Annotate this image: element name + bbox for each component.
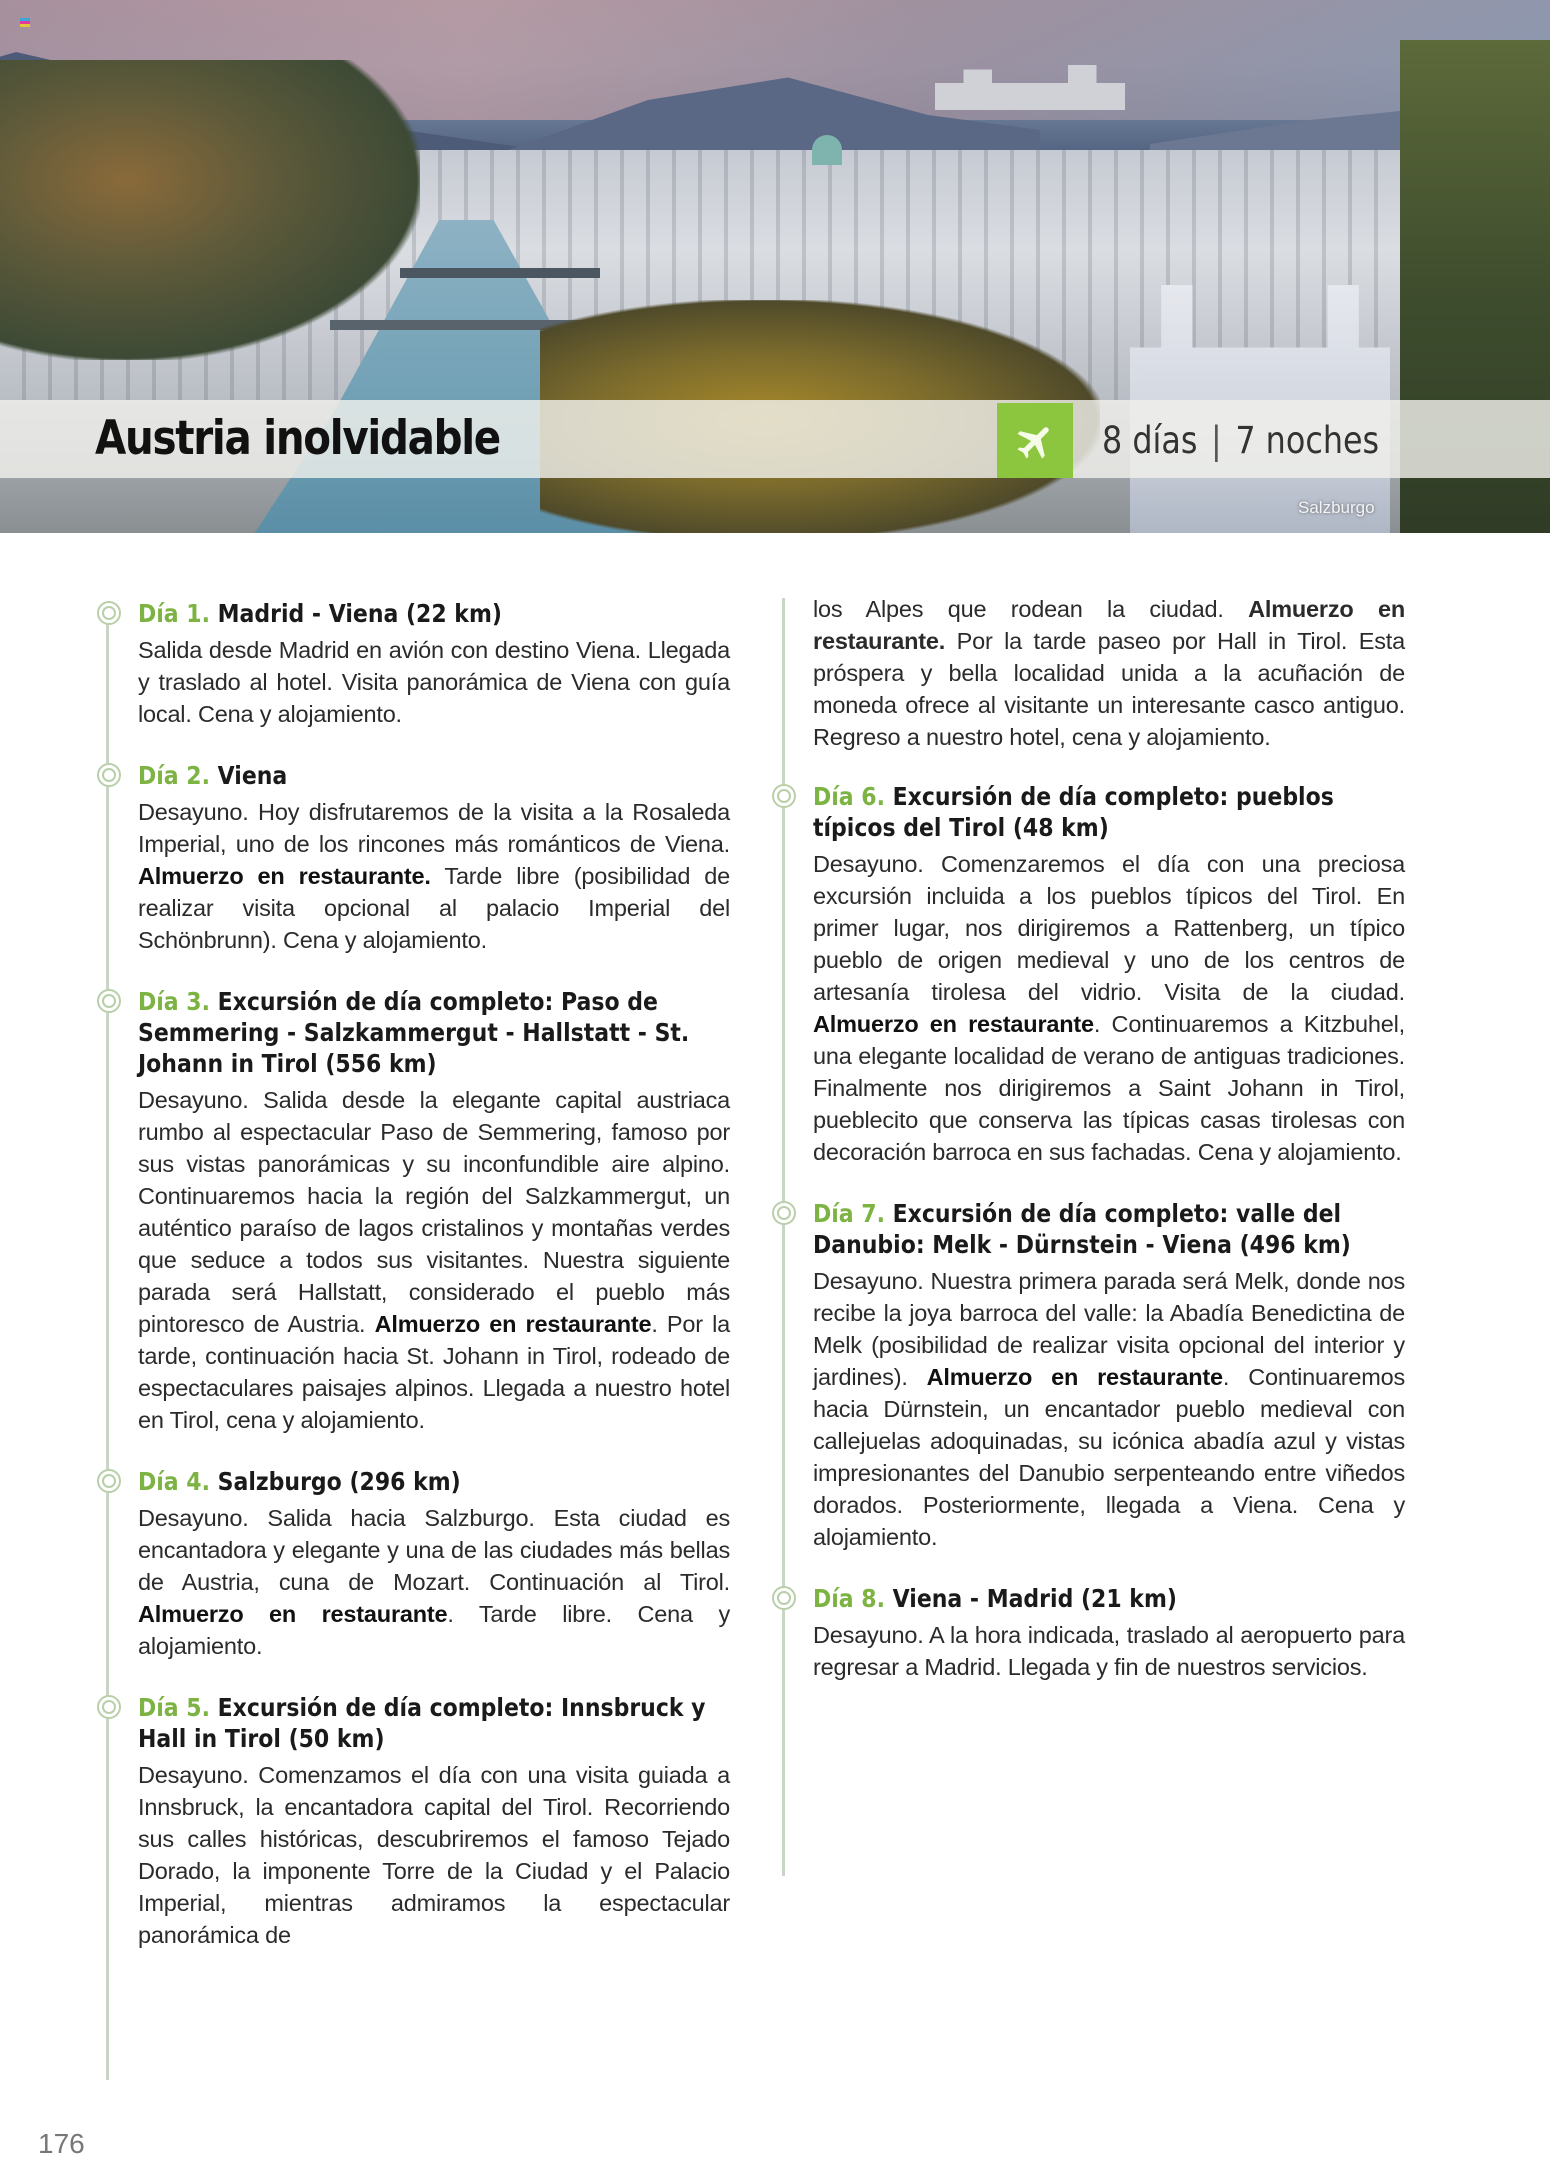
description-text: . Continuaremos a Kitzbuhel, una elegante localidad de verano de antiguas tradiciones. Finalmente nos dirigiremos a Saint Johann in Tirol, pueblecito que conserva las típicas casas tirolesas con decoración barroca en sus fachadas. Cena y alojamiento.: [813, 1011, 1406, 1165]
itinerary-day-8: [813, 1583, 1405, 1683]
page-number: 176: [38, 2128, 85, 2159]
day-number: Día 4.: [138, 1467, 210, 1496]
timeline-node-icon: [771, 783, 797, 809]
day-number: Día 3.: [138, 987, 210, 1016]
day-heading: [138, 598, 727, 629]
timeline-node-icon: [96, 1694, 122, 1720]
day-description: [138, 1759, 730, 1951]
timeline-node-icon: [96, 1468, 122, 1494]
day-heading: [138, 1466, 727, 1497]
itinerary-day-1: [138, 598, 730, 730]
day-number: Día 6.: [813, 782, 885, 811]
timeline-node-icon: [96, 600, 122, 626]
highlight-text: Almuerzo en restaurante.: [813, 596, 1405, 654]
timeline-node-icon: [96, 762, 122, 788]
duration-days: 8 días: [1102, 419, 1198, 462]
duration-nights: 7 noches: [1235, 419, 1380, 462]
airplane-icon: [1013, 419, 1057, 463]
timeline-node-icon: [96, 988, 122, 1014]
duration-separator: |: [1211, 419, 1222, 462]
day-heading: [813, 1198, 1402, 1260]
itinerary-column-right: [813, 593, 1405, 1713]
photo-hill: [0, 60, 420, 360]
day-number: Día 2.: [138, 761, 210, 790]
description-text: Desayuno. Salida hacia Salzburgo. Esta ciudad es encantadora y elegante y una de las ciudades más bellas de Austria, cuna de Mozart. Continuación al Tirol.: [138, 1505, 730, 1595]
day-title: Excursión de día completo: Innsbruck y Hall in Tirol (50 km): [138, 1693, 706, 1753]
day-description: [813, 593, 1405, 753]
itinerary-day-6: [813, 781, 1405, 1168]
day-number: Día 1.: [138, 599, 210, 628]
description-text: los Alpes que rodean la ciudad.: [813, 596, 1249, 622]
photo-bridge: [400, 268, 600, 278]
day-title: Viena - Madrid (21 km): [884, 1584, 1177, 1613]
highlight-text: Almuerzo en restaurante: [374, 1311, 652, 1337]
highlight-text: Almuerzo en restaurante: [813, 1011, 1094, 1037]
highlight-text: Almuerzo en restaurante: [138, 1601, 448, 1627]
day-description: [813, 848, 1405, 1168]
day-number: Día 7.: [813, 1199, 885, 1228]
day-number: Día 5.: [138, 1693, 210, 1722]
day-heading: [138, 1692, 727, 1754]
description-text: Desayuno. Hoy disfrutaremos de la visita a la Rosaleda Imperial, uno de los rincones más románticos de Viena.: [138, 799, 730, 857]
day-title: Excursión de día completo: pueblos típicos del Tirol (48 km): [813, 782, 1334, 842]
day-title: Salzburgo (296 km): [209, 1467, 461, 1496]
description-text: Desayuno. Nuestra primera parada será Melk, donde nos recibe la joya barroca del valle: la Abadía Benedictina de Melk (posibilidad de realizar visita opcional del interior y jardines).: [813, 1268, 1405, 1390]
description-text: . Por la tarde, continuación hacia St. Johann in Tirol, rodeado de espectaculares paisajes alpinos. Llegada a nuestro hotel en Tirol, cena y alojamiento.: [138, 1311, 730, 1433]
day-description: [813, 1265, 1405, 1553]
day-heading: [138, 986, 727, 1079]
itinerary-day-4: [138, 1466, 730, 1662]
trip-duration: [1102, 418, 1379, 464]
itinerary-day-2: [138, 760, 730, 956]
day-title: Viena: [209, 761, 288, 790]
color-mark-icon: [20, 18, 30, 27]
photo-caption: Salzburgo: [1298, 498, 1375, 517]
day-heading: [813, 1583, 1402, 1614]
day-heading: [813, 781, 1402, 843]
highlight-text: Almuerzo en restaurante: [926, 1364, 1223, 1390]
itinerary-day-3: [138, 986, 730, 1436]
description-text: Desayuno. Comenzamos el día con una visita guiada a Innsbruck, la encantadora capital del Tirol. Recorriendo sus calles históricas, descubriremos el famoso Tejado Dorado, la imponente Torre de la Ciudad y el Palacio Imperial, mientras admiramos la espectacular panorámica de: [138, 1762, 730, 1948]
description-text: Por la tarde paseo por Hall in Tirol. Esta próspera y bella localidad unida a la acuñación de moneda ofrece al visitante un interesante casco antiguo. Regreso a nuestro hotel, cena y alojamiento.: [813, 628, 1405, 750]
description-text: Desayuno. Comenzaremos el día con una preciosa excursión incluida a los pueblos típicos del Tirol. En primer lugar, nos dirigiremos a Rattenberg, un típico pueblo de origen medieval y uno de los centros de artesanía tirolesa del vidrio. Visita de la ciudad.: [813, 851, 1405, 1005]
airplane-badge: [997, 403, 1073, 478]
timeline-node-icon: [771, 1200, 797, 1226]
day-description: [813, 1619, 1405, 1683]
timeline-node-icon: [771, 1585, 797, 1611]
day-description: [138, 796, 730, 956]
page-title: Austria inolvidable: [95, 411, 500, 466]
description-text: . Tarde libre. Cena y alojamiento.: [138, 1601, 731, 1659]
day-title: Excursión de día completo: Paso de Semmering - Salzkammergut - Hallstatt - St. Johann in Tirol (556 km): [138, 987, 690, 1078]
itinerary-day-7: [813, 1198, 1405, 1553]
day-description: [138, 1084, 730, 1436]
itinerary-day-5: [138, 1692, 730, 1951]
description-text: Desayuno. A la hora indicada, traslado al aeropuerto para regresar a Madrid. Llegada y fin de nuestros servicios.: [813, 1622, 1405, 1680]
highlight-text: Almuerzo en restaurante.: [138, 863, 431, 889]
day-description: [138, 634, 730, 730]
description-text: Tarde libre (posibilidad de realizar visita opcional al palacio Imperial del Schönbrunn). Cena y alojamiento.: [138, 863, 730, 953]
day-description: [138, 1502, 730, 1662]
description-text: Salida desde Madrid en avión con destino Viena. Llegada y traslado al hotel. Visita panorámica de Viena con guía local. Cena y alojamiento.: [138, 637, 730, 727]
day-number: Día 8.: [813, 1584, 885, 1613]
timeline-line-left: [106, 618, 109, 2080]
day-title: Madrid - Viena (22 km): [209, 599, 502, 628]
description-text: . Continuaremos hacia Dürnstein, un encantador pueblo medieval con callejuelas adoquinadas, su icónica abadía azul y vistas impresionantes del Danubio serpenteando entre viñedos dorados. Posteriormente, llegada a Viena. Cena y alojamiento.: [813, 1364, 1405, 1550]
itinerary-column-left: [138, 598, 730, 1981]
day-heading: [138, 760, 727, 791]
photo-cathedral-dome: [812, 135, 842, 165]
day-title: Excursión de día completo: valle del Danubio: Melk - Dürnstein - Viena (496 km): [813, 1199, 1351, 1259]
description-text: Desayuno. Salida desde la elegante capital austriaca rumbo al espectacular Paso de Semmering, famoso por sus vistas panorámicas y su inconfundible aire alpino. Continuaremos hacia la región del Salzkammergut, un auténtico paraíso de lagos cristalinos y montañas verdes que seduce a todos sus visitantes. Nuestra siguiente parada será Hallstatt, considerado el pueblo más pintoresco de Austria.: [138, 1087, 730, 1337]
